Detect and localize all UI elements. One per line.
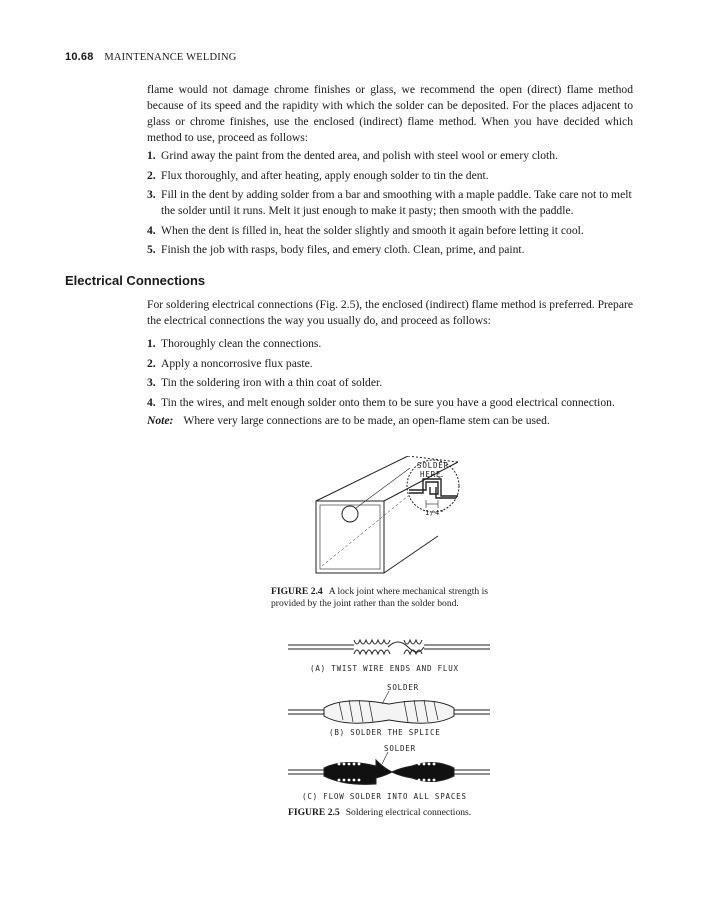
list-item [147,242,635,258]
step-number: 2. [147,168,156,182]
list-item [147,168,635,184]
step-text: Grind away the paint from the dented area, and polish with steel wool or emery cloth. [161,149,558,162]
step-number: 5. [147,243,156,256]
flowed-solder-splice [288,752,490,784]
note [147,413,550,429]
figure-label: FIGURE 2.4 [271,586,323,597]
page-number: 10.68 [65,51,94,63]
figure-label: FIGURE 2.5 [288,807,340,818]
step-text: When the dent is filled in, heat the solder slightly and smooth it again before letting it cool. [161,223,584,237]
step-number: 4. [147,395,156,409]
caption-text: A lock joint where mechanical strength is provided by the joint rather than the solder bond. [271,586,489,609]
list-item [147,356,635,372]
electrical-intro-paragraph: For soldering electrical connections (Fig. 2.5), the enclosed (indirect) flame method is preferred. Prepare the electrical connections the way you usually do, and proceed as follows: [147,298,633,327]
step-number: 3. [147,376,156,389]
step-text: Apply a noncorrosive flux paste. [161,356,313,370]
solder-here-callout: SOLDER [417,461,449,470]
solder-label: SOLDER [387,683,419,692]
electrical-steps [147,336,635,414]
figure-2-4-caption [271,586,521,610]
seam-detail-circle [342,506,358,522]
step-text: Thoroughly clean the connections. [161,337,322,350]
step-number: 4. [147,223,156,237]
step-text: Flux thoroughly, and after heating, apply enough solder to tin the dent. [161,168,489,182]
step-number: 1. [147,149,156,162]
list-item [147,336,635,352]
twisted-wire-splice [288,640,490,654]
lock-joint-illustration [308,456,468,581]
step-c-label: (C) FLOW SOLDER INTO ALL SPACES [302,792,467,801]
solder-here-callout: HERE [420,470,442,479]
caption-text: Soldering electrical connections. [345,807,472,818]
soldering-connections-illustration [284,630,494,805]
section-heading: Electrical Connections [65,273,206,288]
step-number: 2. [147,356,156,370]
step-a-label: (A) TWIST WIRE ENDS AND FLUX [310,664,459,673]
dimension-label: 1/4" [425,509,446,517]
step-number: 3. [147,188,156,201]
list-item [147,395,635,411]
tube-front-face [316,501,384,573]
list-item [147,223,635,239]
step-b-label: (B) SOLDER THE SPLICE [329,728,441,737]
running-title: MAINTENANCE WELDING [104,52,237,63]
solder-label: SOLDER [384,744,416,753]
note-text: Where very large connections are to be made, an open-flame stem can be used. [183,414,550,427]
step-text: Tin the wires, and melt enough solder onto them to be sure you have a good electrical connection. [161,395,615,409]
dent-repair-steps [147,148,635,262]
figure-2-5-caption [288,807,528,819]
note-label: Note: [147,414,174,427]
step-text: Tin the soldering iron with a thin coat of solder. [161,376,383,389]
list-item [147,375,635,391]
soldered-splice [288,691,490,723]
step-number: 1. [147,337,156,350]
intro-paragraph: flame would not damage chrome finishes or glass, we recommend the open (direct) flame method because of its speed and the rapidity with which the solder can be deposited. For the places adjacent to glass or chrome finishes, use the enclosed (indirect) flame method. When you have decided which method to use, proceed as follows: [147,83,633,144]
step-text: Finish the job with rasps, body files, and emery cloth. Clean, prime, and paint. [161,243,525,256]
running-header [65,51,237,63]
list-item [147,148,635,164]
list-item [147,187,635,219]
step-text: Fill in the dent by adding solder from a bar and smoothing with a maple paddle. Take care not to melt the solder until it runs. Melt it just enough to make it pasty; then smooth with the paddle. [161,188,632,217]
